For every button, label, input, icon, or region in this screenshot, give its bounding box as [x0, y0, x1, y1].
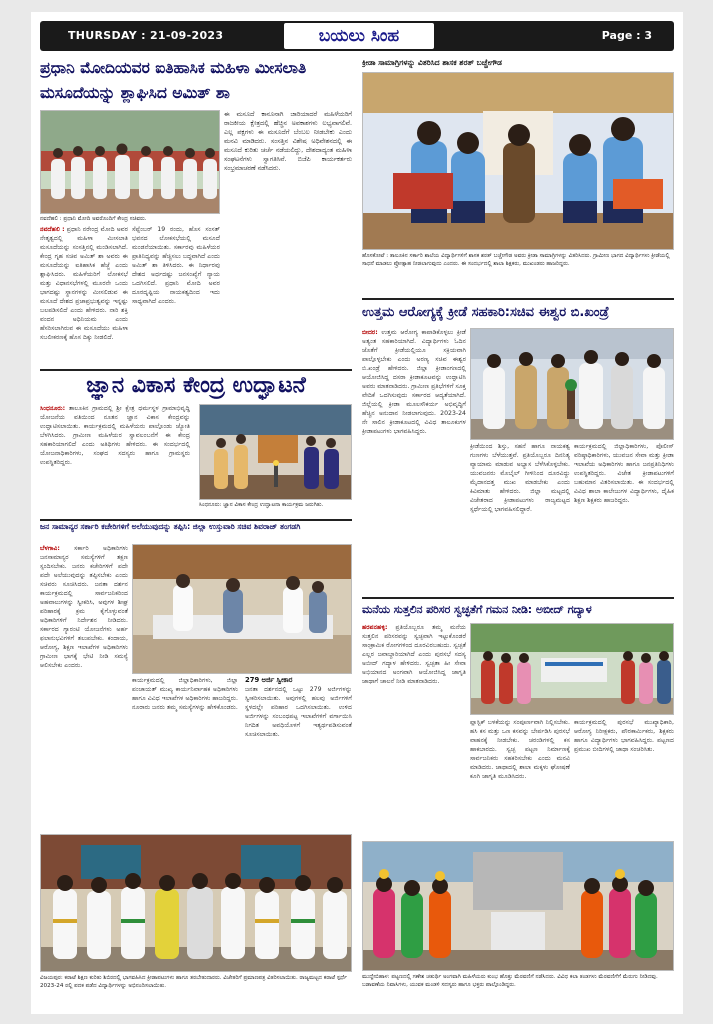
story2-body-col1: [40, 404, 190, 512]
story1-body-col2: [132, 225, 220, 367]
story3-dateline: ಬೆಳಗಾವಿ:: [40, 545, 60, 552]
story6-body-col2: [470, 442, 570, 595]
story6-body-col1: [362, 328, 466, 595]
story7-body-col2: [470, 718, 570, 839]
newspaper-page: [31, 12, 683, 1014]
story2-headline: ಜ್ಞಾನ ವಿಕಾಸ ಕೇಂದ್ರ ಉದ್ಘಾಟನೆ: [86, 373, 306, 398]
story1-body-c: ಈ ಮಸೂದೆ ಕಾನೂನಾಗಿ ಜಾರಿಯಾದರೆ ಮಹಿಳೆಯರಿಗೆ ರಾಜಕೀಯ ಕ್ಷೇತ್ರದಲ್ಲಿ ಹೆಚ್ಚಿನ ಅವಕಾಶಗಳು ಲಭ್ಯವಾಗಲಿವೆ. ಎಲ್ಲ ಪಕ್ಷಗಳು ಈ ಮಸೂದೆಗೆ ಬೆಂಬಲ ನೀಡಬೇಕು ಎಂದು ಮನವಿ ಮಾಡಿದರು. ಸಂಸತ್ತಿನ ವಿಶೇಷ ಅಧಿವೇಶನದಲ್ಲಿ ಈ ಮಸೂದೆ ಕುರಿತು ಚರ್ಚೆ ನಡೆಯಲಿದ್ದು, ದೇಶದಾದ್ಯಂತ ಮಹಿಳಾ ಸಂಘಟನೆಗಳು ಸ್ವಾಗತಿಸಿವೆ. ಬಿಜೆಪಿ ಕಾರ್ಯಕರ್ತರು ಸಂಭ್ರಮಾಚರಣೆ ನಡೆಸಿದರು.: [224, 110, 352, 172]
story3-headline: ಜನ ಸಾಮಾನ್ಯರ ಸರ್ಕಾರಿ ಕಚೇರಿಗಳಿಗೆ ಅಲೆಯುವುದನ್ನು ತಪ್ಪಿಸಿ: ಜಿಲ್ಲಾ ಉಸ್ತುವಾರಿ ಸಚಿವ ಶಿವರಾಜ್ ತಂಗಡಗಿ: [40, 522, 301, 531]
story7-dateline: ಹರಪನಹಳ್ಳಿ:: [362, 624, 388, 631]
story1-dateline: ನವದೆಹಲಿ :: [40, 226, 65, 233]
story7-body-a: ಪ್ರತಿಯೊಬ್ಬರೂ ತಮ್ಮ ಮನೆಯ ಸುತ್ತಲಿನ ಪರಿಸರವನ್ನು ಸ್ವಚ್ಛವಾಗಿ ಇಟ್ಟುಕೊಂಡರೆ ಸಾಂಕ್ರಾಮಿಕ ರೋಗಗಳಿಂದ ದೂರವಿರಬಹುದು. ಸ್ವಚ್ಛತೆ ಎಲ್ಲರ ಜವಾಬ್ದಾರಿಯಾಗಿದೆ ಎಂದು ಪುರಸಭೆ ಸದಸ್ಯ ಅಬೀದ್ ಗದ್ಯಾಳ ಹೇಳಿದರು. ಸ್ವಚ್ಛತಾ ಹೀ ಸೇವಾ ಅಭಿಯಾನದ ಅಂಗವಾಗಿ ಆಯೋಜಿಸಿದ್ದ ಜಾಗೃತಿ ಜಾಥಾಗೆ ಚಾಲನೆ ನೀಡಿ ಮಾತನಾಡಿದರು.: [362, 624, 466, 685]
story6-body-c: ಕಾರ್ಯಕ್ರಮದಲ್ಲಿ ಜಿಲ್ಲಾಧಿಕಾರಿಗಳು, ಪೊಲೀಸ್ ವರಿಷ್ಠಾಧಿಕಾರಿಗಳು, ಯುವಜನ ಸೇವಾ ಮತ್ತು ಕ್ರೀಡಾ ಇಲಾಖೆಯ ಅಧಿಕಾರಿಗಳು ಹಾಗೂ ಜನಪ್ರತಿನಿಧಿಗಳು ಉಪಸ್ಥಿತರಿದ್ದರು. ವಿಜೇತ ಕ್ರೀಡಾಪಟುಗಳಿಗೆ ಬಹುಮಾನ ವಿತರಿಸಲಾಯಿತು. ಈ ಸಂದರ್ಭದಲ್ಲಿ ವಿವಿಧ ಶಾಲಾ ಕಾಲೇಜುಗಳ ವಿದ್ಯಾರ್ಥಿಗಳು, ದೈಹಿಕ ಶಿಕ್ಷಣ ಶಿಕ್ಷಕರು ಹಾಜರಿದ್ದರು.: [574, 443, 674, 504]
story7-photo: [470, 623, 674, 715]
story3-body-a: ಸರ್ಕಾರಿ ಅಧಿಕಾರಿಗಳು ಜನಸಾಮಾನ್ಯರ ಸಮಸ್ಯೆಗಳಿಗೆ ತಕ್ಷಣ ಸ್ಪಂದಿಸಬೇಕು. ಜನರು ಕಚೇರಿಗಳಿಗೆ ಪದೇ ಪದೇ ಅಲೆಯುವುದನ್ನು ತಪ್ಪಿಸಬೇಕು ಎಂದು ಸಚಿವರು ಸೂಚಿಸಿದರು. ಜನತಾ ದರ್ಶನ ಕಾರ್ಯಕ್ರಮದಲ್ಲಿ ಸಾರ್ವಜನಿಕರಿಂದ ಅಹವಾಲುಗಳನ್ನು ಸ್ವೀಕರಿಸಿ, ಅವುಗಳ ಶೀಘ್ರ ಪರಿಹಾರಕ್ಕೆ ಕ್ರಮ ಕೈಗೊಳ್ಳುವಂತೆ ಅಧಿಕಾರಿಗಳಿಗೆ ನಿರ್ದೇಶನ ನೀಡಿದರು. ಸರ್ಕಾರದ ಗ್ಯಾರಂಟಿ ಯೋಜನೆಗಳು ಅರ್ಹ ಫಲಾನುಭವಿಗಳಿಗೆ ತಲುಪಬೇಕು. ಕಂದಾಯ, ಆರೋಗ್ಯ, ಶಿಕ್ಷಣ ಇಲಾಖೆಗಳ ಅಧಿಕಾರಿಗಳು ಗ್ರಾಮೀಣ ಭಾಗಕ್ಕೆ ಭೇಟಿ ನೀಡಿ ಸಮಸ್ಯೆ ಆಲಿಸಬೇಕು ಎಂದರು.: [40, 545, 128, 669]
divider-1: [40, 369, 352, 371]
story6-dateline: ಬೀದರ:: [362, 329, 378, 336]
story4-caption: ವಿಜಯಪುರ: ಕರಾಟೆ ಶಿಕ್ಷಣ ಕುರಿತು ಶಿಬಿರದಲ್ಲಿ ಭಾಗವಹಿಸಿದ ಕ್ರೀಡಾಪಟುಗಳು ಹಾಗೂ ತರಬೇತುದಾರರು. ವಿಜೇತರಿಗೆ ಪ್ರಮಾಣಪತ್ರ ವಿತರಿಸಲಾಯಿತು. ರಾಜ್ಯಮಟ್ಟದ ಕರಾಟೆ ಸ್ಪರ್ಧೆ 2023-24 ರಲ್ಲಿ ಪದಕ ಪಡೆದ ವಿದ್ಯಾರ್ಥಿಗಳನ್ನು ಅಭಿನಂದಿಸಲಾಯಿತು.: [40, 975, 348, 989]
story2-dateline: ಸಿಂಧನೂರು:: [40, 405, 66, 412]
story6-body-b: ಕ್ರೀಡೆಯಿಂದ ಶಿಸ್ತು, ಸಹನೆ ಹಾಗೂ ನಾಯಕತ್ವ ಗುಣಗಳು ಬೆಳೆಯುತ್ತವೆ. ಪ್ರತಿಯೊಬ್ಬರೂ ದಿನನಿತ್ಯ ವ್ಯಾಯಾಮ ಮಾಡುವ ಅಭ್ಯಾಸ ಬೆಳೆಸಿಕೊಳ್ಳಬೇಕು. ಯುವಜನರು ಮೊಬೈಲ್ ಗೀಳಿನಿಂದ ದೂರವಿದ್ದು ಮೈದಾನದತ್ತ ಮುಖ ಮಾಡಬೇಕು ಎಂದು ಕಿವಿಮಾತು ಹೇಳಿದರು. ಜಿಲ್ಲಾ ಮಟ್ಟದಲ್ಲಿ ವಿಜೇತರಾದ ಕ್ರೀಡಾಪಟುಗಳು ರಾಜ್ಯಮಟ್ಟದ ಸ್ಪರ್ಧೆಯಲ್ಲಿ ಭಾಗವಹಿಸಲಿದ್ದಾರೆ.: [470, 443, 570, 513]
story6-body-a: ಉತ್ತಮ ಆರೋಗ್ಯ ಕಾಪಾಡಿಕೊಳ್ಳಲು ಕ್ರೀಡೆ ಅತ್ಯಂತ ಸಹಕಾರಿಯಾಗಿದೆ. ವಿದ್ಯಾರ್ಥಿಗಳು ಓದಿನ ಜೊತೆಗೆ ಕ್ರೀಡೆಯಲ್ಲಿಯೂ ಸಕ್ರಿಯವಾಗಿ ಪಾಲ್ಗೊಳ್ಳಬೇಕು ಎಂದು ಅರಣ್ಯ ಸಚಿವ ಈಶ್ವರ ಬಿ.ಖಂಡ್ರೆ ಹೇಳಿದರು. ಜಿಲ್ಲಾ ಕ್ರೀಡಾಂಗಣದಲ್ಲಿ ಆಯೋಜಿಸಿದ್ದ ದಸರಾ ಕ್ರೀಡಾಕೂಟವನ್ನು ಉದ್ಘಾಟಿಸಿ ಅವರು ಮಾತನಾಡಿದರು. ಗ್ರಾಮೀಣ ಪ್ರತಿಭೆಗಳಿಗೆ ಸೂಕ್ತ ವೇದಿಕೆ ಒದಗಿಸುವುದು ಸರ್ಕಾರದ ಆದ್ಯತೆಯಾಗಿದೆ. ಜಿಲ್ಲೆಯಲ್ಲಿ ಕ್ರೀಡಾ ಮೂಲಸೌಕರ್ಯ ಅಭಿವೃದ್ಧಿಗೆ ಹೆಚ್ಚಿನ ಅನುದಾನ ನೀಡಲಾಗುವುದು. 2023-24 ನೇ ಸಾಲಿನ ಕ್ರೀಡಾಕೂಟದಲ್ಲಿ ವಿವಿಧ ತಾಲೂಕುಗಳ ಕ್ರೀಡಾಪಟುಗಳು ಭಾಗವಹಿಸಿದ್ದರು.: [362, 329, 466, 435]
story1-body-a: ಪ್ರಧಾನಿ ನರೇಂದ್ರ ಮೋದಿ ಅವರ ನೇತೃತ್ವದಲ್ಲಿ ಮಹಿಳಾ ಮೀಸಲಾತಿ ಮಸೂದೆಯನ್ನು ಸಂಸತ್ತಿನಲ್ಲಿ ಮಂಡಿಸಲಾಗಿದೆ. ಕೇಂದ್ರ ಗೃಹ ಸಚಿವ ಅಮಿತ್ ಶಾ ಅವರು ಈ ಮಸೂದೆಯನ್ನು ಐತಿಹಾಸಿಕ ಹೆಜ್ಜೆ ಎಂದು ಶ್ಲಾಘಿಸಿದರು. ಮಹಿಳೆಯರಿಗೆ ಲೋಕಸಭೆ ಮತ್ತು ವಿಧಾನಸಭೆಗಳಲ್ಲಿ ಮೂರನೇ ಒಂದು ಭಾಗದಷ್ಟು ಸ್ಥಾನಗಳನ್ನು ಮೀಸಲಿಡುವ ಈ ಮಸೂದೆ ದೇಶದ ಪ್ರಜಾಪ್ರಭುತ್ವವನ್ನು ಇನ್ನಷ್ಟು ಬಲಪಡಿಸಲಿದೆ ಎಂದು ಹೇಳಿದರು. ನಾರಿ ಶಕ್ತಿ ವಂದನ ಅಧಿನಿಯಮ ಎಂದು ಹೆಸರಿಸಲಾಗಿರುವ ಈ ಮಸೂದೆಯು ಮಹಿಳಾ ಸಬಲೀಕರಣಕ್ಕೆ ಹೊಸ ದಿಕ್ಕು ನೀಡಲಿದೆ.: [40, 226, 128, 341]
story6-body-col3: [574, 442, 674, 595]
story3-body-c: ಜನತಾ ದರ್ಶನದಲ್ಲಿ ಒಟ್ಟು 279 ಅರ್ಜಿಗಳನ್ನು ಸ್ವೀಕರಿಸಲಾಯಿತು. ಅವುಗಳಲ್ಲಿ ಹಲವು ಅರ್ಜಿಗಳಿಗೆ ಸ್ಥಳದಲ್ಲೇ ಪರಿಹಾರ ಒದಗಿಸಲಾಯಿತು. ಉಳಿದ ಅರ್ಜಿಗಳನ್ನು ಸಂಬಂಧಪಟ್ಟ ಇಲಾಖೆಗಳಿಗೆ ವರ್ಗಾಯಿಸಿ ನಿಗದಿತ ಅವಧಿಯೊಳಗೆ ಇತ್ಯರ್ಥಪಡಿಸುವಂತೆ ಸೂಚಿಸಲಾಯಿತು.: [245, 686, 352, 738]
page-number: Page : 3: [601, 29, 652, 42]
story2-body-b: ಈ ಸಂದರ್ಭದಲ್ಲಿ ಯೋಜನಾಧಿಕಾರಿಗಳು, ಸಂಘದ ಸದಸ್ಯರು ಹಾಗೂ ಗ್ರಾಮಸ್ಥರು ಉಪಸ್ಥಿತರಿದ್ದರು.: [40, 441, 190, 466]
newspaper-title: ಬಯಲು ಸಿಂಹ: [284, 23, 434, 49]
story1-body-col1: [40, 225, 128, 367]
story5-photo: [362, 72, 674, 250]
story4-photo: [40, 834, 352, 972]
story1-body-b: ಸೆಪ್ಟೆಂಬರ್ 19 ರಂದು, ಹೊಸ ಸಂಸತ್ ಭವನದ ಲೋಕಸಭೆಯಲ್ಲಿ ಮಸೂದೆ ಮಂಡನೆಯಾಯಿತು. ಸರ್ಕಾರವು ಮಹಿಳೆಯರ ಪ್ರಾತಿನಿಧ್ಯವನ್ನು ಹೆಚ್ಚಿಸಲು ಬದ್ಧವಾಗಿದೆ ಎಂದು ಅಮಿತ್ ಶಾ ತಿಳಿಸಿದರು. ಈ ನಿರ್ಧಾರವು ದೇಶದ ಅರ್ಧದಷ್ಟು ಜನಸಂಖ್ಯೆಗೆ ನ್ಯಾಯ ಒದಗಿಸಲಿದೆ. ಪ್ರಧಾನಿ ಮೋದಿ ಅವರ ದೂರದೃಷ್ಟಿಯ ನಾಯಕತ್ವದಿಂದ ಇದು ಸಾಧ್ಯವಾಗಿದೆ ಎಂದರು.: [132, 226, 220, 305]
story3-body-col3: [245, 676, 352, 832]
story3-body-b: ಕಾರ್ಯಕ್ರಮದಲ್ಲಿ ಜಿಲ್ಲಾಧಿಕಾರಿಗಳು, ಜಿಲ್ಲಾ ಪಂಚಾಯತ್ ಮುಖ್ಯ ಕಾರ್ಯನಿರ್ವಾಹಕ ಅಧಿಕಾರಿಗಳು ಹಾಗೂ ವಿವಿಧ ಇಲಾಖೆಗಳ ಅಧಿಕಾರಿಗಳು ಹಾಜರಿದ್ದರು. ನೂರಾರು ಜನರು ತಮ್ಮ ಸಮಸ್ಯೆಗಳನ್ನು ಹೇಳಿಕೊಂಡರು.: [132, 677, 238, 711]
masthead: [40, 21, 674, 51]
story8-photo: [362, 841, 674, 971]
story3-body-col2: [132, 676, 238, 832]
story2-body-a: ತಾಲೂಕಿನ ಗ್ರಾಮದಲ್ಲಿ ಶ್ರೀ ಕ್ಷೇತ್ರ ಧರ್ಮಸ್ಥಳ ಗ್ರಾಮಾಭಿವೃದ್ಧಿ ಯೋಜನೆಯ ವತಿಯಿಂದ ನೂತನ ಜ್ಞಾನ ವಿಕಾಸ ಕೇಂದ್ರವನ್ನು ಉದ್ಘಾಟಿಸಲಾಯಿತು. ಕಾರ್ಯಕ್ರಮದಲ್ಲಿ ಮಹಿಳೆಯರು ಪಾಲ್ಗೊಂಡು ಜ್ಯೋತಿ ಬೆಳಗಿಸಿದರು. ಗ್ರಾಮೀಣ ಮಹಿಳೆಯರ ಸ್ವಾವಲಂಬನೆಗೆ ಈ ಕೇಂದ್ರ ಸಹಕಾರಿಯಾಗಲಿದೆ ಎಂದು ಅತಿಥಿಗಳು ಹೇಳಿದರು.: [40, 405, 190, 448]
divider-4: [362, 597, 674, 599]
story2-photo: [199, 404, 352, 500]
story8-caption: ಮುದ್ದೇಬಿಹಾಳ: ಪಟ್ಟಣದಲ್ಲಿ ಗಣೇಶ ಚತುರ್ಥಿ ಅಂಗವಾಗಿ ಮಹಿಳೆಯರು ಕುಂಭ ಹೊತ್ತು ಮೆರವಣಿಗೆ ನಡೆಸಿದರು. ವಿವಿಧ ಕಲಾ ತಂಡಗಳು ಮೆರವಣಿಗೆಗೆ ಮೆರುಗು ನೀಡಿದವು. ಬಡಾವಣೆಯ ನಿವಾಸಿಗಳು, ಯುವಕ ಮಂಡಳಿ ಸದಸ್ಯರು ಹಾಗೂ ಭಕ್ತರು ಪಾಲ್ಗೊಂಡಿದ್ದರು.: [362, 974, 658, 988]
story6-photo: [470, 328, 674, 440]
story3-subhead: 279 ಅರ್ಜಿ ಸ್ವೀಕಾರ: [245, 676, 293, 684]
story3-body-col1: [40, 544, 128, 832]
story7-body-col3: [574, 718, 674, 839]
story7-body-col1: [362, 623, 466, 839]
divider-3: [362, 298, 674, 300]
story3-photo: [132, 544, 352, 674]
story1-photo: [40, 110, 220, 214]
story1-headline: ಪ್ರಧಾನಿ ಮೋದಿಯವರ ಐತಿಹಾಸಿಕ ಮಹಿಳಾ ಮೀಸಲಾತಿ ಮಸೂದೆಯನ್ನು ಶ್ಲಾಘಿಸಿದ ಅಮಿತ್ ಶಾ: [40, 59, 307, 102]
story1-caption: ನವದೆಹಲಿ : ಪ್ರಧಾನಿ ಮೋದಿ ಅವರೊಂದಿಗೆ ಕೇಂದ್ರ ಸಚಿವರು.: [40, 216, 147, 222]
story7-body-b: ಪ್ಲಾಸ್ಟಿಕ್ ಬಳಕೆಯನ್ನು ಸಂಪೂರ್ಣವಾಗಿ ನಿಲ್ಲಿಸಬೇಕು. ಹಸಿ ಕಸ ಮತ್ತು ಒಣ ಕಸವನ್ನು ಬೇರ್ಪಡಿಸಿ ಪುರಸಭೆ ವಾಹನಕ್ಕೆ ನೀಡಬೇಕು. ಚರಂಡಿಗಳಲ್ಲಿ ಕಸ ಹಾಕಬಾರದು. ಸ್ವಚ್ಛ ಪಟ್ಟಣ ನಿರ್ಮಾಣಕ್ಕೆ ಸಾರ್ವಜನಿಕರು ಸಹಕರಿಸಬೇಕು ಎಂದು ಮನವಿ ಮಾಡಿದರು. ಜಾಥಾದಲ್ಲಿ ಶಾಲಾ ಮಕ್ಕಳು ಘೋಷಣೆ ಕೂಗಿ ಜಾಗೃತಿ ಮೂಡಿಸಿದರು.: [470, 719, 570, 780]
issue-date: THURSDAY : 21-09-2023: [68, 29, 224, 42]
story7-headline: ಮನೆಯ ಸುತ್ತಲಿನ ಪರಿಸರ ಸ್ವಚ್ಛತೆಗೆ ಗಮನ ನೀಡಿ: ಅಬೀದ್ ಗದ್ಯಾಳ: [362, 603, 592, 616]
story5-headline: ಕ್ರೀಡಾ ಸಾಮಾಗ್ರಿಗಳನ್ನು ವಿತರಿಸಿದ ಶಾಸಕ ಶರತ್ ಬಚ್ಚೇಗೌಡ: [362, 56, 674, 70]
story1-body-col3: [224, 110, 352, 367]
divider-2: [40, 519, 352, 521]
story6-headline: ಉತ್ತಮ ಆರೋಗ್ಯಕ್ಕೆ ಕ್ರೀಡೆ ಸಹಕಾರಿ:ಸಚಿವ ಈಶ್ವರ ಬಿ.ಖಂಡ್ರೆ: [362, 305, 609, 320]
story2-caption: ಸಿಂಧನೂರು: ಜ್ಞಾನ ವಿಕಾಸ ಕೇಂದ್ರ ಉದ್ಘಾಟನಾ ಕಾರ್ಯಕ್ರಮ ಜರುಗಿತು.: [199, 502, 324, 508]
story7-body-c: ಕಾರ್ಯಕ್ರಮದಲ್ಲಿ ಪುರಸಭೆ ಮುಖ್ಯಾಧಿಕಾರಿ, ಆರೋಗ್ಯ ನಿರೀಕ್ಷಕರು, ಪೌರಕಾರ್ಮಿಕರು, ಶಿಕ್ಷಕರು ಹಾಗೂ ವಿದ್ಯಾರ್ಥಿಗಳು ಭಾಗವಹಿಸಿದ್ದರು. ಪಟ್ಟಣದ ಪ್ರಮುಖ ಬೀದಿಗಳಲ್ಲಿ ಜಾಥಾ ಸಂಚರಿಸಿತು.: [574, 719, 674, 753]
story5-caption: ಹೊಸಕೋಟೆ : ತಾಲೂಕಿನ ಸರ್ಕಾರಿ ಶಾಲೆಯ ವಿದ್ಯಾರ್ಥಿಗಳಿಗೆ ಶಾಸಕ ಶರತ್ ಬಚ್ಚೇಗೌಡ ಅವರು ಕ್ರೀಡಾ ಸಾಮಾಗ್ರಿಗಳನ್ನು ವಿತರಿಸಿದರು. ಗ್ರಾಮೀಣ ಭಾಗದ ವಿದ್ಯಾರ್ಥಿಗಳು ಕ್ರೀಡೆಯಲ್ಲಿ ಸಾಧನೆ ಮಾಡಲು ಪ್ರೋತ್ಸಾಹ ನೀಡಲಾಗುವುದು ಎಂದರು. ಈ ಸಂದರ್ಭದಲ್ಲಿ ಶಾಲಾ ಶಿಕ್ಷಕರು, ಮುಖಂಡರು ಹಾಜರಿದ್ದರು.: [362, 253, 670, 267]
